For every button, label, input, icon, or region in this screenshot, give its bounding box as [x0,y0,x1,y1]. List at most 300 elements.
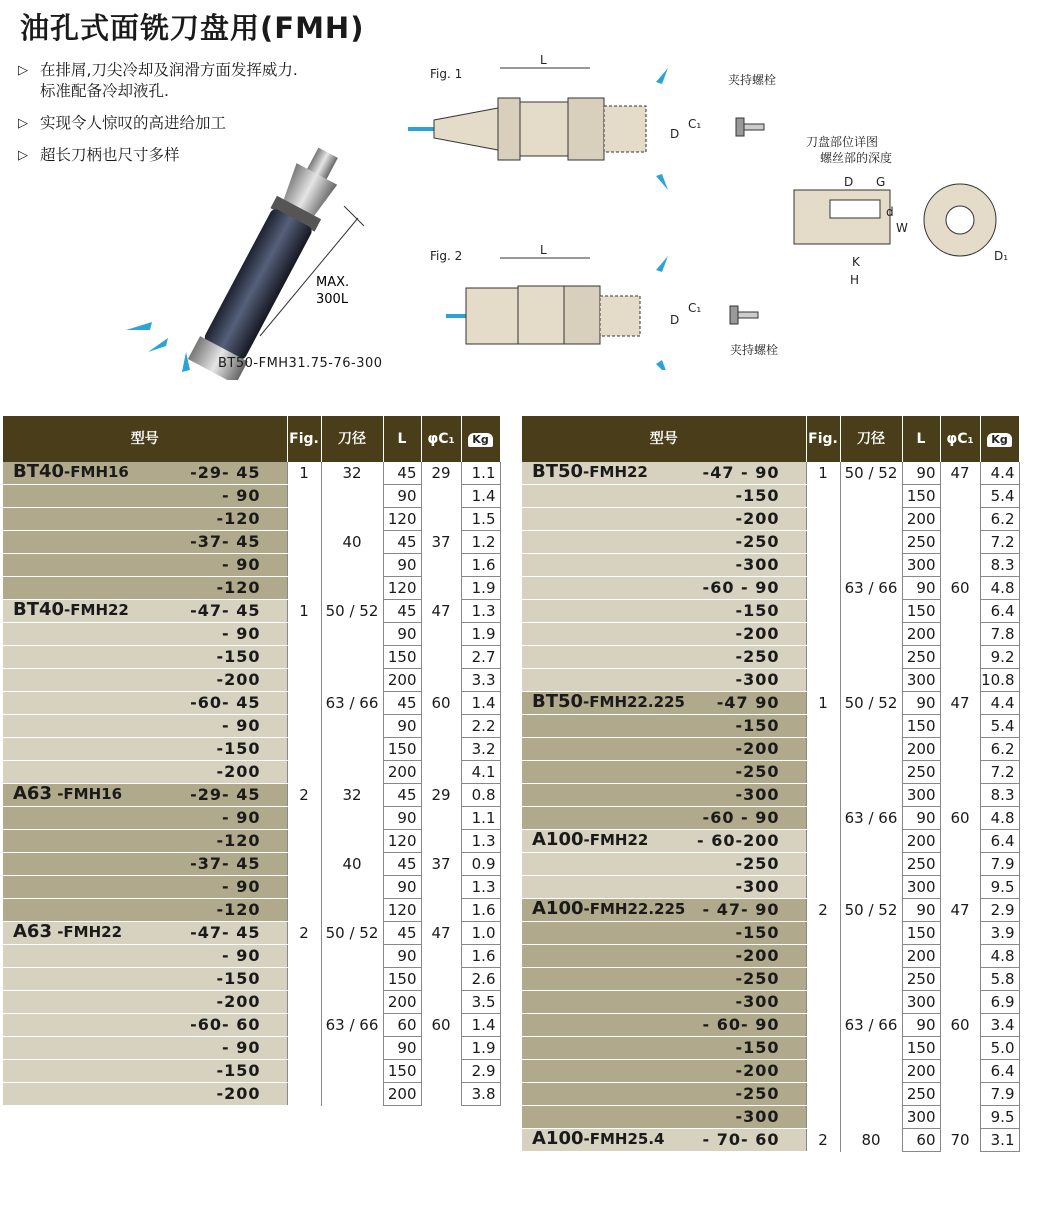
fig-cell [806,1060,840,1083]
c1-cell: 60 [421,1014,461,1037]
c1-cell: 37 [421,531,461,554]
model-suffix: - 47- 90 [702,900,780,919]
dia-cell [321,577,383,600]
c1-cell: 60 [940,807,980,830]
kg-cell: 2.9 [461,1060,500,1083]
photo-caption: BT50-FMH31.75-76-300 [218,356,383,371]
table-row [522,968,1019,991]
c1-cell: 60 [940,577,980,600]
model-cell [522,715,806,738]
kg-cell: 4.4 [980,462,1019,485]
model-suffix: -150 [735,716,780,735]
model-cell [3,646,287,669]
L-cell: 300 [902,991,940,1014]
dia-cell: 50 / 52 [840,692,902,715]
model-suffix: -47 90 [716,693,780,712]
L-cell: 120 [383,830,421,853]
kg-cell: 1.3 [461,600,500,623]
dia-cell [840,1106,902,1129]
c1-cell [421,554,461,577]
c1-cell [421,738,461,761]
c1-cell [421,623,461,646]
fig1-label: Fig. 1 [430,67,463,81]
kg-cell: 6.9 [980,991,1019,1014]
table-row [522,1037,1019,1060]
L-cell: 250 [902,531,940,554]
c1-cell [940,669,980,692]
fig-cell [287,968,321,991]
kg-cell: 0.9 [461,853,500,876]
c1-cell [940,1083,980,1106]
coolant-arrow-icon [446,314,466,318]
fig-cell [806,853,840,876]
fig-cell [806,991,840,1014]
model-type: -FMH16 [64,463,129,481]
c1-cell [421,646,461,669]
dim-L-label: L [540,53,547,67]
table-row [522,669,1019,692]
detail-title: 刀盘部位详图 [806,135,879,149]
table-row [3,853,500,876]
model-suffix: -120 [216,900,261,919]
table-row [522,485,1019,508]
model-cell [522,876,806,899]
kg-cell: 1.9 [461,577,500,600]
kg-cell: 4.8 [980,945,1019,968]
dia-cell: 32 [321,784,383,807]
L-cell: 150 [902,600,940,623]
model-suffix: -300 [735,877,780,896]
kg-cell: 4.8 [980,807,1019,830]
fig-cell [806,485,840,508]
model-suffix: -47 - 90 [702,463,780,482]
c1-cell [940,853,980,876]
model-suffix: -200 [216,1084,261,1103]
dia-cell [840,554,902,577]
table-row [3,738,500,761]
kg-cell: 3.9 [980,922,1019,945]
c1-cell: 47 [421,922,461,945]
model-prefix: A63 [13,783,52,804]
dia-cell [321,623,383,646]
model-cell [522,692,806,715]
fig-cell: 2 [806,1129,840,1152]
dia-cell [840,1037,902,1060]
model-cell [3,853,287,876]
L-cell: 150 [383,968,421,991]
kg-cell: 1.1 [461,807,500,830]
kg-cell: 2.9 [980,899,1019,922]
kg-cell: 1.4 [461,485,500,508]
model-suffix: - 70- 60 [702,1130,780,1149]
c1-cell [421,945,461,968]
c1-cell [940,1106,980,1129]
L-cell: 90 [902,899,940,922]
dia-cell [321,968,383,991]
L-cell: 45 [383,462,421,485]
c1-cell: 29 [421,784,461,807]
model-cell [3,922,287,945]
model-suffix: -47- 45 [190,923,261,942]
c1-cell [940,531,980,554]
c1-cell [421,577,461,600]
model-cell [522,784,806,807]
coolant-arrow-icon [408,127,434,131]
table-row [522,807,1019,830]
dia-cell [840,715,902,738]
model-series [13,600,129,620]
c1-cell [421,1037,461,1060]
model-cell [522,669,806,692]
L-cell: 90 [902,1014,940,1037]
model-suffix: -200 [735,624,780,643]
model-suffix: -300 [735,555,780,574]
table-row [3,715,500,738]
kg-cell: 5.0 [980,1037,1019,1060]
L-cell: 250 [902,1083,940,1106]
c1-cell [421,991,461,1014]
kg-cell: 2.7 [461,646,500,669]
model-cell [3,623,287,646]
table-row [3,531,500,554]
weight-icon: Kg [987,433,1011,447]
model-cell [3,669,287,692]
fig-cell [806,1037,840,1060]
model-series [532,830,648,850]
model-cell [3,462,287,485]
model-cell [522,554,806,577]
dia-cell [840,600,902,623]
model-prefix: A100 [532,829,584,850]
c1-cell [421,485,461,508]
c1-cell [940,945,980,968]
dia-cell [321,899,383,922]
fig-cell [287,1014,321,1037]
L-cell: 90 [383,485,421,508]
dia-cell: 40 [321,531,383,554]
dia-cell [840,1083,902,1106]
col-kg [980,416,1019,462]
model-cell [3,830,287,853]
L-cell: 90 [383,554,421,577]
model-suffix: -60 - 90 [702,808,780,827]
fig-cell: 2 [806,899,840,922]
L-cell: 150 [902,1037,940,1060]
model-series [13,462,129,482]
model-suffix: - 90 [222,486,261,505]
model-suffix: -29- 45 [190,463,261,482]
L-cell: 200 [902,623,940,646]
fig-cell: 2 [287,922,321,945]
dia-cell: 50 / 52 [840,899,902,922]
c1-cell [940,554,980,577]
model-series [532,1129,664,1149]
dia-cell [321,1083,383,1106]
L-cell: 300 [902,669,940,692]
L-cell: 90 [383,715,421,738]
col-model: 型号 [3,416,287,462]
fig-cell [287,623,321,646]
c1-cell [940,991,980,1014]
model-suffix: -200 [735,739,780,758]
model-cell [522,1083,806,1106]
model-series [532,692,685,712]
table-row [522,1106,1019,1129]
dia-cell: 50 / 52 [321,600,383,623]
c1-cell [421,761,461,784]
model-suffix: -200 [735,509,780,528]
kg-cell: 6.4 [980,600,1019,623]
L-cell: 150 [383,738,421,761]
model-cell [522,1129,806,1152]
L-cell: 90 [383,945,421,968]
kg-cell: 2.2 [461,715,500,738]
model-suffix: -250 [735,532,780,551]
table-row [3,508,500,531]
table-row [3,1014,500,1037]
model-type: -FMH22 [64,601,129,619]
table-row [522,945,1019,968]
model-cell [3,968,287,991]
detail-W: W [896,221,908,235]
detail-d: d [886,205,894,219]
col-kg [461,416,500,462]
dia-cell [840,991,902,1014]
model-suffix: -300 [735,785,780,804]
col-fig: Fig. [806,416,840,462]
model-suffix: -300 [735,1107,780,1126]
model-suffix: -150 [735,486,780,505]
model-cell [3,945,287,968]
model-cell [522,577,806,600]
model-suffix: -150 [735,1038,780,1057]
kg-cell: 4.8 [980,577,1019,600]
fig-cell [287,761,321,784]
model-cell [522,1014,806,1037]
col-fig: Fig. [287,416,321,462]
model-suffix: -200 [735,946,780,965]
c1-cell: 60 [421,692,461,715]
c1-cell [940,485,980,508]
col-model: 型号 [522,416,806,462]
L-cell: 90 [383,1037,421,1060]
model-suffix: -60- 45 [190,693,261,712]
L-cell: 120 [383,508,421,531]
col-L: L [902,416,940,462]
model-cell [522,600,806,623]
c1-cell [421,830,461,853]
L-cell: 90 [383,876,421,899]
table-row [3,945,500,968]
c1-cell: 60 [940,1014,980,1037]
c1-cell: 70 [940,1129,980,1152]
model-cell [522,761,806,784]
table-row [3,784,500,807]
dia-cell [321,761,383,784]
c1-cell [940,1060,980,1083]
kg-cell: 5.8 [980,968,1019,991]
kg-cell: 9.5 [980,876,1019,899]
dia-cell [321,1037,383,1060]
dia-cell [321,554,383,577]
model-cell [3,899,287,922]
table-row [522,623,1019,646]
kg-cell: 1.4 [461,1014,500,1037]
dia-cell [840,738,902,761]
c1-cell [940,876,980,899]
product-photo [120,140,420,380]
fig-cell [287,508,321,531]
model-cell [522,646,806,669]
kg-cell: 9.2 [980,646,1019,669]
tool-holder-illustration [120,140,420,380]
fig-cell [287,646,321,669]
L-cell: 200 [902,830,940,853]
dia-cell: 63 / 66 [321,1014,383,1037]
kg-cell: 6.2 [980,508,1019,531]
fig-cell [287,577,321,600]
table-row [3,876,500,899]
model-cell [3,485,287,508]
dia-cell: 63 / 66 [840,577,902,600]
table-row [3,577,500,600]
table-row [522,761,1019,784]
table-row [522,715,1019,738]
dia-cell [840,784,902,807]
model-suffix: -200 [216,992,261,1011]
table-row [522,600,1019,623]
table-row [3,1037,500,1060]
L-cell: 90 [383,807,421,830]
table-row [522,531,1019,554]
fig-cell [287,830,321,853]
detail-D1: D₁ [994,249,1009,263]
L-cell: 200 [902,945,940,968]
kg-cell: 3.3 [461,669,500,692]
table-row [3,692,500,715]
fig-cell [287,899,321,922]
model-series [532,899,685,919]
triangle-bullet-icon: ▷ [18,148,28,163]
L-cell: 150 [902,485,940,508]
kg-cell: 2.6 [461,968,500,991]
spec-table-left [3,416,501,1106]
c1-cell [421,1083,461,1106]
detail-H: H [850,273,860,287]
dia-cell [321,738,383,761]
model-cell [522,1037,806,1060]
L-cell: 300 [902,554,940,577]
fig-cell [287,945,321,968]
L-cell: 90 [383,623,421,646]
c1-cell: 29 [421,462,461,485]
L-cell: 250 [902,646,940,669]
col-dia: 刀径 [840,416,902,462]
fig-cell [806,646,840,669]
dia-cell [840,623,902,646]
model-suffix: -200 [216,670,261,689]
dia-cell [840,646,902,669]
table-row [3,462,500,485]
kg-cell: 8.3 [980,554,1019,577]
table-row [3,485,500,508]
dia-cell [840,968,902,991]
kg-cell: 1.9 [461,623,500,646]
model-cell [3,1037,287,1060]
kg-cell: 1.6 [461,554,500,577]
model-cell [3,554,287,577]
L-cell: 200 [383,761,421,784]
dia-cell [840,531,902,554]
L-cell: 60 [383,1014,421,1037]
page-title: 油孔式面铣刀盘用(FMH) [20,11,365,45]
model-type: -FMH22 [583,463,648,481]
L-cell: 150 [902,922,940,945]
c1-cell [940,784,980,807]
fig-cell [806,623,840,646]
col-L: L [383,416,421,462]
L-cell: 45 [383,531,421,554]
model-suffix: -150 [216,1061,261,1080]
L-cell: 200 [902,738,940,761]
table-row [522,738,1019,761]
table-row [522,508,1019,531]
kg-cell: 1.0 [461,922,500,945]
c1-cell [940,968,980,991]
dia-cell [840,485,902,508]
L-cell: 300 [902,1106,940,1129]
table-row [3,830,500,853]
fig-cell [806,554,840,577]
L-cell: 200 [383,669,421,692]
kg-cell: 6.4 [980,1060,1019,1083]
dim-D-label: D [670,313,680,327]
L-cell: 250 [902,968,940,991]
detail-D: D [844,175,854,189]
fig-cell [806,784,840,807]
kg-cell: 1.6 [461,945,500,968]
model-cell [3,991,287,1014]
table-row [522,554,1019,577]
model-cell [522,830,806,853]
table-row [522,784,1019,807]
L-cell: 150 [902,715,940,738]
dia-cell [840,761,902,784]
L-cell: 250 [902,853,940,876]
model-prefix: A100 [532,1128,584,1149]
max-label: MAX. [316,275,350,290]
table-body [522,462,1019,1152]
spec-table-right [522,416,1020,1152]
table-row [522,922,1019,945]
model-suffix: -60- 60 [190,1015,261,1034]
L-cell: 60 [902,1129,940,1152]
table-row [3,646,500,669]
kg-cell: 4.4 [980,692,1019,715]
table-row [3,554,500,577]
kg-cell: 1.1 [461,462,500,485]
L-cell: 90 [902,577,940,600]
table-row [3,968,500,991]
table-header-row [3,416,500,462]
model-suffix: -60 - 90 [702,578,780,597]
model-suffix: -150 [216,969,261,988]
table-row [522,462,1019,485]
c1-cell [940,646,980,669]
L-cell: 150 [383,1060,421,1083]
fig-cell [287,991,321,1014]
table-row [522,1129,1019,1152]
